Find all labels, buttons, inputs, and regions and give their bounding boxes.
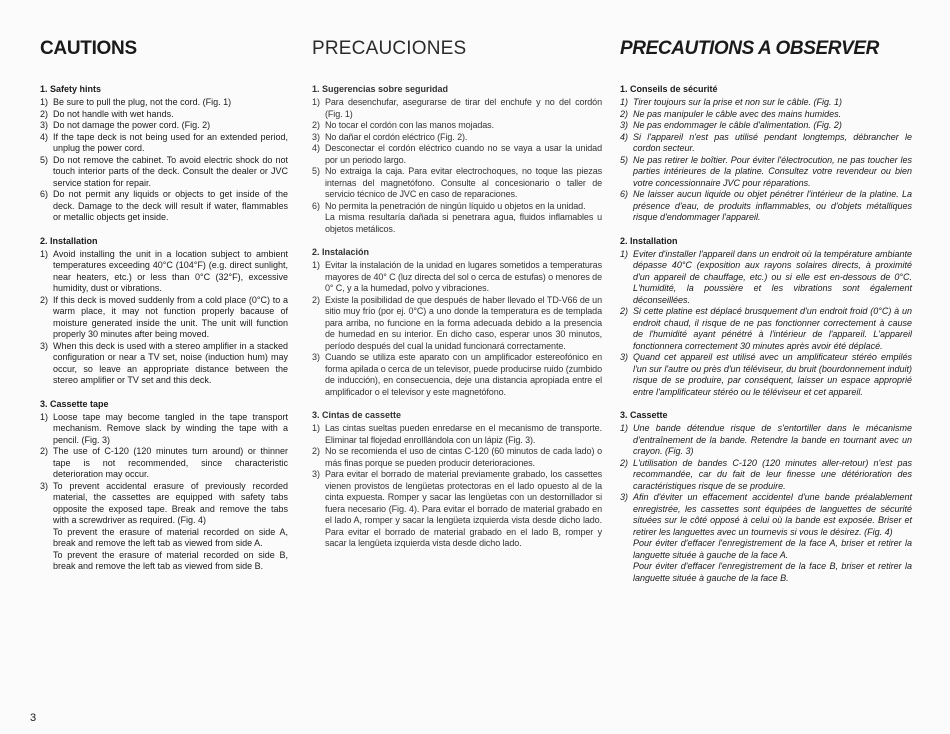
caution-section <box>40 84 288 224</box>
item-paragraph: The use of C-120 (120 minutes turn around) or thinner tape is not recommended, since characteristic deterioration may occur. <box>53 446 288 479</box>
section-title: 1. Safety hints <box>40 84 102 94</box>
spanish-column <box>312 38 602 562</box>
item-paragraph: No permita la penetración de ningún líquido u objetos en la unidad. <box>325 200 586 211</box>
item-paragraph: To prevent the erasure of material recorded on side A, break and remove the left tab as viewed from side A. <box>53 526 288 548</box>
caution-item <box>312 97 602 120</box>
item-paragraph: Tirer toujours sur la prise et non sur le câble. (Fig. 1) <box>633 97 843 107</box>
caution-item <box>40 341 288 387</box>
item-text <box>325 469 602 550</box>
caution-item <box>40 132 288 155</box>
item-text <box>53 412 288 447</box>
item-text <box>633 189 912 224</box>
item-number: 3) <box>620 352 629 362</box>
caution-section <box>312 247 602 398</box>
item-number: 1) <box>620 248 629 259</box>
section-title: 1. Sugerencias sobre seguridad <box>312 84 449 94</box>
section-title: 2. Installation <box>620 235 678 246</box>
item-paragraph: Afin d'éviter un effacement accidentel d'une bande préalablement enregistrée, les cassettes sont équipées de languettes de sécurité situées sur le côté opposé à celui où la bande est exposée. Briser et retirer les languettes avec un tournevis si vous le désirez. (Fig. 4) <box>633 492 912 537</box>
item-paragraph: Las cintas sueltas pueden enredarse en el mecanismo de transporte. Eliminar tal flojedad enrolllándola con un lápiz (Fig. 3). <box>325 423 602 445</box>
section-title: 3. Cassette <box>620 410 668 420</box>
item-paragraph: Do not damage the power cord. (Fig. 2) <box>53 120 211 130</box>
item-paragraph: No se recomienda el uso de cintas C-120 (60 minutos de cada lado) o más finas porque se pueden producir deterioraciones. <box>325 446 602 468</box>
caution-item <box>40 481 288 573</box>
item-number: 1) <box>312 260 321 270</box>
item-number: 4) <box>620 131 629 142</box>
item-text <box>53 155 288 190</box>
section-title: 3. Cintas de cassette <box>312 410 402 420</box>
item-number: 1) <box>40 97 49 107</box>
item-text <box>633 458 912 493</box>
item-number: 2) <box>620 457 629 468</box>
caution-section <box>620 84 912 224</box>
item-text <box>53 120 288 132</box>
item-number: 1) <box>40 248 49 259</box>
item-paragraph: If this deck is moved suddenly from a cold place (0°C) to a warm place, it may not function properly bacause of moisture generated inside the unit. The unit will function properly 30 minutes after being moved. <box>53 294 288 339</box>
item-text <box>53 97 288 109</box>
item-number: 1) <box>620 423 629 433</box>
section-title: 2. Instalación <box>312 247 370 257</box>
item-paragraph: Avoid installing the unit in a location subject to ambient temperatures exceeding 40°C (104°F) (e.g. direct sunlight, near heaters, etc.) or less than 0°C (32°F), excessive humidity, dust or vibrations. <box>53 248 288 293</box>
caution-item <box>312 120 602 132</box>
item-number: 3) <box>312 469 321 479</box>
item-text <box>53 189 288 224</box>
item-text <box>325 201 602 236</box>
caution-item <box>312 166 602 201</box>
item-number: 4) <box>312 143 321 153</box>
caution-item <box>620 249 912 307</box>
item-paragraph: Eviter d'installer l'appareil dans un endroit où la température ambiante dépasse 40°C (exposition aux rayons solaires directs, à proximité d'un appareil de chauffage, etc.) ou si elle est en-dessous de 0°C. L'humidité, la poussière et les vibrations sont également déconseillées. <box>633 248 912 305</box>
item-text <box>325 143 602 166</box>
caution-item <box>620 423 912 458</box>
caution-item <box>40 412 288 447</box>
caution-item <box>620 458 912 493</box>
item-text <box>325 166 602 201</box>
french-heading: PRECAUTIONS A OBSERVER <box>620 38 879 59</box>
item-number: 4) <box>40 131 49 142</box>
item-paragraph: Ne laisser aucun liquide ou objet pénétrer l'intérieur de la platine. La présence d'eau, de produits inflammables, ou d'objets métalliques risque d'endommager l'appareil. <box>633 189 912 222</box>
item-paragraph: No tocar el cordón con las manos mojadas. <box>325 120 494 130</box>
caution-item <box>40 446 288 481</box>
item-text <box>325 260 602 295</box>
item-paragraph: Pour éviter d'effacer l'enregistrement de la face A, briser et retirer la languette située à gauche de la face A. <box>633 538 912 560</box>
item-paragraph: Ne pas endommager le câble d'alimentation. (Fig. 2) <box>633 120 842 130</box>
item-paragraph: Pour éviter d'effacer l'enregistrement de la face B, briser et retirer la languette située à gauche de la face B. <box>633 561 912 583</box>
item-paragraph: No dañar el cordón eléctrico (Fig. 2). <box>325 131 468 142</box>
item-paragraph: No extraiga la caja. Para evitar electrochoques, no toque las piezas internas del magnetófono. Consulte al concesionario o taller de servicio técnico de JVC en caso de reparaciones. <box>325 166 602 199</box>
item-number: 1) <box>40 411 49 422</box>
item-text <box>325 446 602 469</box>
item-paragraph: If the tape deck is not being used for an extended period, unplug the power cord. <box>53 131 288 153</box>
item-text <box>633 423 912 458</box>
item-number: 2) <box>40 446 49 456</box>
item-number: 5) <box>40 154 49 165</box>
section-title: 3. Cassette tape <box>40 398 109 409</box>
item-number: 1) <box>312 423 321 433</box>
item-text <box>53 481 288 573</box>
item-paragraph: Si l'appareil n'est pas utilisé pendant longtemps, débrancher le cordon secteur. <box>633 131 912 153</box>
item-number: 2) <box>40 108 49 119</box>
caution-item <box>620 132 912 155</box>
item-text <box>633 249 912 307</box>
section-title: 2. Installation <box>40 235 98 246</box>
item-text <box>53 109 288 121</box>
item-text <box>325 295 602 353</box>
item-text <box>633 492 912 584</box>
section-title: 1. Conseils de sécurité <box>620 84 718 94</box>
item-paragraph: Do not handle with wet hands. <box>53 108 174 119</box>
item-number: 3) <box>312 131 321 142</box>
item-paragraph: Do not remove the cabinet. To avoid electric shock do not touch interior parts of the deck. Consult the dealer or JVC service station for repair. <box>53 154 288 188</box>
caution-item <box>40 189 288 224</box>
item-paragraph: When this deck is used with a stereo amplifier in a stacked configuration or near a TV set, noise (induction hum) may occur, so leave an appropriate distance between the stereo amplifier or TV set and this deck. <box>53 340 288 385</box>
french-column <box>620 38 912 596</box>
caution-section <box>620 236 912 399</box>
item-paragraph: Cuando se utiliza este aparato con un amplificador estereofónico en forma apilada o cerca de un televisor, puede producirse ruido (zumbido de inducción), en consecuencia, deje una distancia apropiada entre el amplificador o el televisor y este magnetófono. <box>325 352 602 397</box>
item-number: 6) <box>40 189 49 199</box>
item-paragraph: To prevent accidental erasure of previously recorded material, the cassettes are equipped with safety tabs opposite the exposed tape. Break and remove the tabs with a screwdriver as required. (Fig. 4) <box>53 480 288 525</box>
item-text <box>633 132 912 155</box>
caution-item <box>312 446 602 469</box>
item-number: 1) <box>620 97 629 107</box>
item-paragraph: Para evitar el borrado de material previamente grabado, los cassettes vienen provistos de lengüetas protectoras en el lado opuesto al de la cinta expuesta. Romper y sacar las lengüetas con un destornillador si fuera necesario (Fig. 4). Para evitar el borrado de material grabado en el lado A, romper y sacar la lengüeta izquierda vista desde dicho lado. Para evitar el borrado de material grabado en el lado B, romper y sacar la lengüeta izquierda vista desde dicho lado. <box>325 469 602 548</box>
item-text <box>633 120 912 132</box>
item-paragraph: L'utilisation de bandes C-120 (120 minutes aller-retour) n'est pas recommandée, car du fait de leur finesse une détérioration des caractéristiques risque de se produire. <box>633 457 912 491</box>
caution-item <box>312 143 602 166</box>
item-number: 2) <box>40 294 49 305</box>
item-number: 6) <box>620 189 629 199</box>
caution-item <box>312 295 602 353</box>
item-number: 5) <box>620 154 629 165</box>
item-number: 3) <box>40 340 49 351</box>
caution-item <box>40 109 288 121</box>
item-paragraph: Quand cet appareil est utilisé avec un amplificateur stéréo empilés l'un sur l'autre ou près d'un téléviseur, du bruit (bourdonnement induit) risque de se produire, par conséquent, laisser un espace approprié entre l'amplificateur stéréo ou le téléviseur et cet appareil. <box>633 352 912 397</box>
caution-item <box>312 132 602 144</box>
item-text <box>633 109 912 121</box>
item-paragraph: Loose tape may become tangled in the tape transport mechanism. Remove slack by winding the tape with a pencil. (Fig. 3) <box>53 411 288 445</box>
page-number: 3 <box>30 712 37 724</box>
item-number: 3) <box>620 492 629 502</box>
item-text <box>53 446 288 481</box>
item-number: 2) <box>312 120 321 130</box>
item-text <box>633 97 912 109</box>
item-paragraph: Ne pas retirer le boîtier. Pour éviter l'électrocution, ne pas toucher les parties intérieures de la platine. Consultez votre revendeur ou bien votre concessionnaire JVC pour réparations. <box>633 154 912 188</box>
item-paragraph: Si cette platine est déplacé brusquement d'un endroit froid (0°C) à un endroit chaud, il risque de ne pas fonctionner correctement à cause de l'humidité ayant pénétré à l'intérieur de l'appareil. L'appareil fonctionnera correctement 30 minutes après avoir été déplacé. <box>633 306 912 351</box>
caution-section <box>312 410 602 550</box>
caution-item <box>312 469 602 550</box>
item-text <box>325 132 602 144</box>
caution-item <box>312 423 602 446</box>
item-number: 2) <box>312 294 321 305</box>
caution-section <box>312 84 602 235</box>
item-text <box>325 120 602 132</box>
item-text <box>53 341 288 387</box>
caution-item <box>40 155 288 190</box>
caution-item <box>312 260 602 295</box>
item-text <box>325 352 602 398</box>
item-text <box>325 97 602 120</box>
english-heading: CAUTIONS <box>40 38 137 59</box>
caution-item <box>620 155 912 190</box>
caution-item <box>620 492 912 584</box>
item-paragraph: Ne pas manipuler le câble avec des mains humides. <box>633 108 842 119</box>
item-number: 3) <box>620 120 629 130</box>
item-paragraph: Evitar la instalación de la unidad en lugares sometidos a temperaturas mayores de 40° C (luz directa del sol o cerca de estufas) o menores de 0° C, y a la humedad, polvo y vibraciones. <box>325 260 602 293</box>
item-number: 5) <box>312 166 321 176</box>
item-paragraph: Une bande détendue risque de s'entortiller dans le mécanisme d'entraînement de la bande. Retendre la bande en tournant avec un crayon. (Fig. 3) <box>633 423 912 456</box>
item-paragraph: To prevent the erasure of material recorded on side B, break and remove the left tab as viewed from side B. <box>53 549 288 571</box>
item-text <box>633 155 912 190</box>
item-number: 2) <box>620 108 629 119</box>
caution-item <box>40 97 288 109</box>
caution-item <box>620 306 912 352</box>
item-text <box>633 306 912 352</box>
item-paragraph: La misma resultaría dañada si penetrara agua, fluidos inflamables u objetos metálicos. <box>325 212 602 234</box>
item-number: 2) <box>620 306 629 316</box>
item-number: 1) <box>312 97 321 107</box>
item-text <box>325 423 602 446</box>
caution-section <box>40 236 288 387</box>
item-paragraph: Desconectar el cordón eléctrico cuando no se vaya a usar la unidad por un periodo largo. <box>325 143 602 165</box>
caution-item <box>620 109 912 121</box>
item-number: 2) <box>312 446 321 456</box>
caution-item <box>620 120 912 132</box>
item-paragraph: Do not permit any liquids or objects to get inside of the deck. Damage to the deck will result if water, flammables or metallic objects get inside. <box>53 189 288 222</box>
item-paragraph: Para desenchufar, asegurarse de tirar del enchufe y no del cordón (Fig. 1) <box>325 97 602 119</box>
item-text <box>53 132 288 155</box>
item-number: 3) <box>40 120 49 130</box>
caution-item <box>620 189 912 224</box>
item-number: 6) <box>312 200 321 211</box>
item-number: 3) <box>40 480 49 491</box>
item-paragraph: Be sure to pull the plug, not the cord. (Fig. 1) <box>53 97 232 107</box>
item-text <box>633 352 912 398</box>
item-paragraph: Existe la posibilidad de que después de haber llevado el TD-V66 de un sitio muy frío (por ej. 0°C) a uno donde la temperatura es de templada para arriba, no funcione en la forma adecuada debido a la presencia de humedad en su interior. En dicho caso, esperar unos 30 minutos, período después del cual la unidad funcionará correctamente. <box>325 294 602 351</box>
caution-item <box>312 352 602 398</box>
english-column <box>40 38 288 585</box>
caution-section <box>620 410 912 584</box>
caution-item <box>40 120 288 132</box>
item-number: 3) <box>312 352 321 362</box>
caution-item <box>620 97 912 109</box>
item-text <box>53 249 288 295</box>
caution-item <box>40 249 288 295</box>
spanish-heading: PRECAUCIONES <box>312 38 467 59</box>
caution-item <box>620 352 912 398</box>
item-text <box>53 295 288 341</box>
caution-item <box>40 295 288 341</box>
caution-section <box>40 399 288 573</box>
caution-item <box>312 201 602 236</box>
